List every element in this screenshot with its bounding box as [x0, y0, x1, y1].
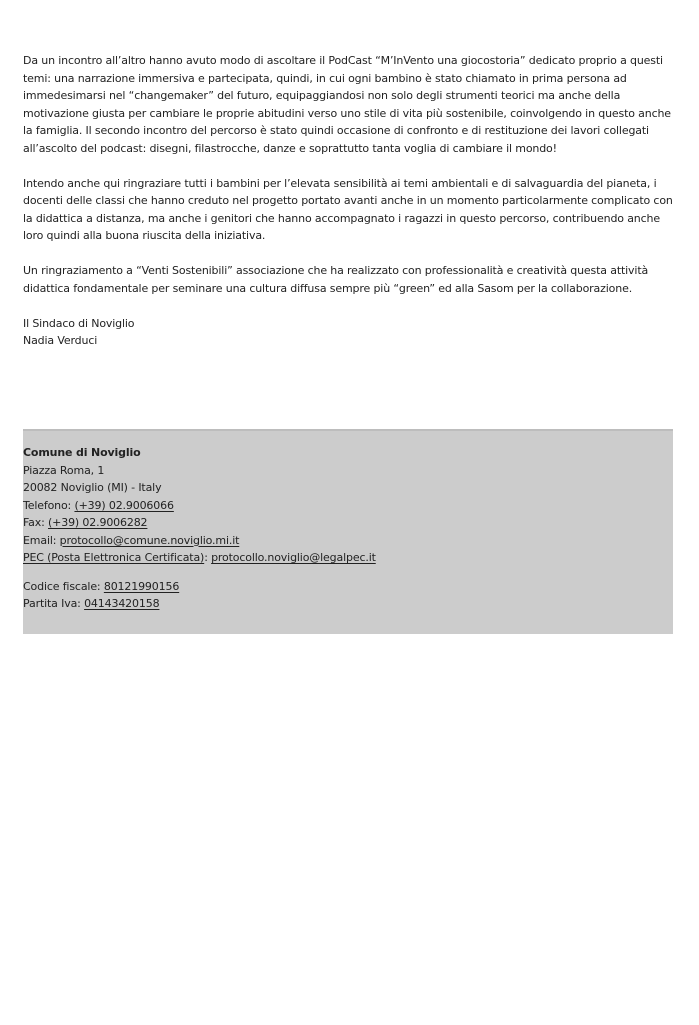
- footer-spacer: [23, 567, 673, 578]
- article-body: [23, 52, 675, 350]
- signature-name: Nadia Verduci: [23, 334, 98, 347]
- site-footer: [23, 429, 673, 634]
- footer-pec-separator: :: [204, 551, 212, 564]
- footer-cf-link[interactable]: 80121990156: [103, 579, 180, 593]
- footer-phone-label: Telefono:: [23, 498, 75, 512]
- footer-pec-link[interactable]: protocollo.noviglio@legalpec.it: [211, 551, 376, 564]
- footer-fax-link[interactable]: (+39) 02.9006282: [48, 516, 148, 529]
- footer-piva-link[interactable]: 04143420158: [84, 597, 160, 610]
- footer-pec: [23, 549, 673, 567]
- footer-fax-label: Fax:: [23, 516, 49, 529]
- footer-address-city: 20082 Noviglio (MI) - Italy: [23, 481, 162, 494]
- footer-email-link[interactable]: protocollo@comune.noviglio.mi.it: [59, 533, 240, 547]
- footer-phone-link[interactable]: (+39) 02.9006066: [74, 498, 174, 512]
- footer-pec-label-link[interactable]: PEC (Posta Elettronica Certificata): [23, 551, 205, 564]
- footer-cf-label: Codice fiscale:: [23, 579, 104, 593]
- footer-fax: [23, 514, 673, 532]
- footer-partita-iva: [23, 595, 673, 613]
- footer-phone: [23, 497, 673, 515]
- article-paragraph-3: Un ringraziamento a “Venti Sostenibili” associazione che ha realizzato con professionalità e creatività questa attività didattica fondamentale per seminare una cultura diffusa sempre più “green” ed alla Sasom per la collaborazione.: [23, 264, 649, 295]
- footer-codice-fiscale: [23, 578, 673, 596]
- footer-piva-label: Partita Iva:: [23, 597, 85, 610]
- signature-role: Il Sindaco di Noviglio: [23, 316, 135, 330]
- article-paragraph-2: Intendo anche qui ringraziare tutti i bambini per l’elevata sensibilità ai temi ambientali e di salvaguardia del pianeta, i docenti delle classi che hanno creduto nel progetto portato avanti anche in un momento particolarmente complicato con la didattica a distanza, ma anche i genitori che hanno accompagnato i ragazzi in questo percorso, contribuendo anche loro quindi alla buona riuscita della iniziativa.: [23, 176, 673, 242]
- footer-email-label: Email:: [23, 533, 60, 547]
- footer-email: [23, 532, 673, 550]
- footer-address-street: Piazza Roma, 1: [23, 463, 105, 477]
- article-paragraph-1: Da un incontro all’altro hanno avuto modo di ascoltare il PodCast “M’InVento una giocostoria” dedicato proprio a questi temi: una narrazione immersiva e partecipata, quindi, in cui ogni bambino è stato chiamato in prima persona ad immedesimarsi nel “changemaker” del futuro, equipaggiandosi non solo degli strumenti teorici ma anche della motivazione giusta per cambiare le proprie abitudini verso uno stile di vita più sostenibile, coinvolgendo in questo anche la famiglia. Il secondo incontro del percorso è stato quindi occasione di confronto e di restituzione dei lavori collegati all’ascolto del podcast: disegni, filastrocche, danze e soprattutto tanta voglia di cambiare il mondo!: [23, 54, 671, 155]
- signature: [23, 315, 675, 350]
- footer-org-name: Comune di Noviglio: [23, 446, 141, 459]
